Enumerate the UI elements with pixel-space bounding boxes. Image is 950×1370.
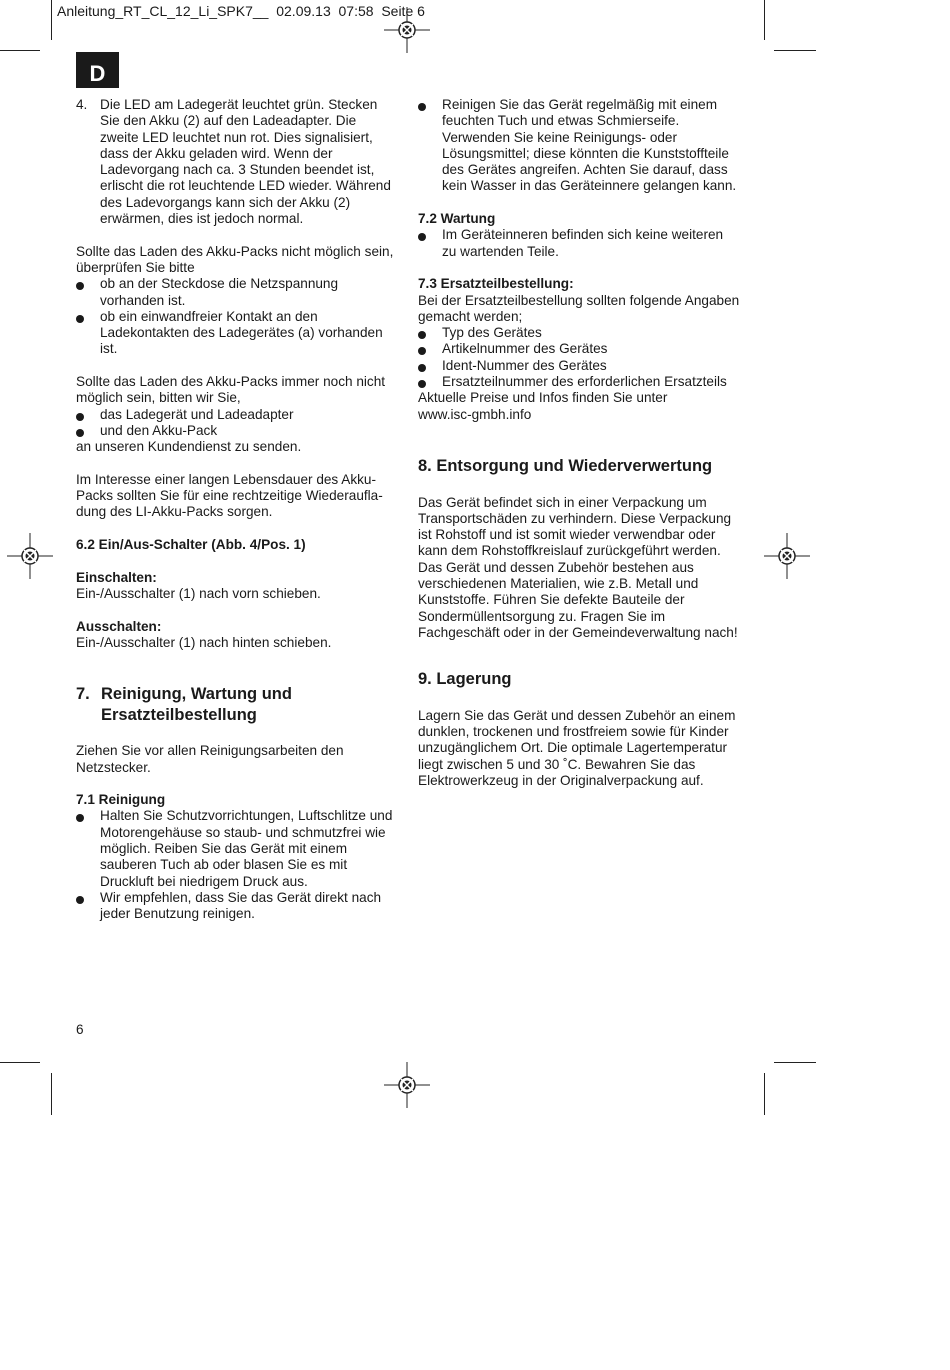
text-line: Sollte das Laden des Akku-Packs immer noch nicht bbox=[76, 374, 386, 390]
list-item bbox=[418, 97, 758, 195]
text-line: Elektrowerkzeug in der Originalverpackung auf. bbox=[418, 772, 704, 788]
list-item bbox=[418, 358, 758, 374]
text-line: ob an der Steckdose die Netzspannung bbox=[100, 276, 339, 292]
list-number: 4. bbox=[76, 97, 88, 112]
text-line: ist. bbox=[100, 341, 118, 357]
text-line: des Gerätes angreifen. Achten Sie darauf, dass bbox=[442, 162, 728, 178]
text-line: unzugänglichem Ort. Die optimale Lagertemperatur bbox=[418, 740, 728, 756]
section-heading: 7.1 Reinigung bbox=[76, 792, 166, 808]
text-line: Ein-/Ausschalter (1) nach hinten schieben. bbox=[76, 634, 332, 650]
text-line: Sondermüllentsorgung zu. Fragen Sie im bbox=[418, 608, 666, 624]
text-line: Netzstecker. bbox=[76, 759, 151, 775]
text-line: das Ladegerät und Ladeadapter bbox=[100, 406, 294, 422]
text-line: sauberen Tuch ab oder blasen Sie es mit bbox=[100, 857, 348, 873]
text-line: Ein-/Ausschalter (1) nach vorn schieben. bbox=[76, 585, 321, 601]
text-line: gemacht werden; bbox=[418, 308, 523, 324]
text-line: kann dem Rohstoffkreislauf zurückgeführt werden. bbox=[418, 543, 721, 559]
text-line: Das Gerät und dessen Zubehör bestehen aus bbox=[418, 559, 694, 575]
section-heading: 6.2 Ein/Aus-Schalter (Abb. 4/Pos. 1) bbox=[76, 537, 306, 553]
list-item bbox=[76, 423, 406, 439]
text-line: Die LED am Ladegerät leuchtet grün. Stecken bbox=[100, 97, 378, 112]
crop-mark bbox=[774, 1062, 816, 1063]
text-line: zweite LED leuchtet nun rot. Dies signalisiert, bbox=[100, 129, 373, 145]
right-column bbox=[418, 97, 758, 789]
registration-mark-icon bbox=[7, 533, 53, 579]
text-line: überprüfen Sie bitte bbox=[76, 259, 195, 275]
heading-line: Ersatzteilbestellung bbox=[101, 705, 257, 724]
text-line: an unseren Kundendienst zu senden. bbox=[76, 439, 302, 455]
text-line: Druckluft bei niedrigem Druck aus. bbox=[100, 873, 308, 889]
crop-mark bbox=[51, 0, 52, 40]
list-item bbox=[418, 227, 758, 260]
text-line: Transportschäden zu verhindern. Diese Verpackung bbox=[418, 510, 732, 526]
page-number: 6 bbox=[76, 1022, 84, 1037]
list-item bbox=[76, 808, 406, 889]
list-item bbox=[418, 325, 758, 341]
crop-mark bbox=[0, 1062, 40, 1063]
text-line: möglich. Reiben Sie das Gerät mit einem bbox=[100, 841, 348, 857]
text-line: Im Interesse einer langen Lebensdauer des Akku- bbox=[76, 471, 377, 487]
print-slug: Anleitung_RT_CL_12_Li_SPK7__ 02.09.13 07:58 Seite 6 bbox=[57, 3, 425, 19]
crop-mark bbox=[764, 0, 765, 40]
text-line: Kunststoffe. Führen Sie defekte Bauteile der bbox=[418, 592, 685, 608]
text-line: Wir empfehlen, dass Sie das Gerät direkt nach bbox=[100, 889, 382, 905]
chapter-heading: 9. Lagerung bbox=[418, 670, 512, 689]
text-line: dung des LI-Akku-Packs sorgen. bbox=[76, 504, 273, 520]
text-line: Packs sollten Sie für eine rechtzeitige Wiederaufla- bbox=[76, 488, 383, 504]
text-line: Sollte das Laden des Akku-Packs nicht möglich sein, bbox=[76, 243, 394, 259]
section-heading: 7.3 Ersatzteilbestellung: bbox=[418, 276, 574, 292]
text-line: Halten Sie Schutzvorrichtungen, Luftschlitze und bbox=[100, 808, 393, 824]
registration-mark-icon bbox=[384, 7, 430, 53]
text-line: Artikelnummer des Gerätes bbox=[442, 341, 608, 357]
chapter-heading: 8. Entsorgung und Wiederverwertung bbox=[418, 456, 713, 475]
text-line: Lösungsmittel; diese könnten die Kunststoffteile bbox=[442, 145, 729, 161]
text-line: des Ladevorgangs kann sich der Akku (2) bbox=[100, 194, 351, 210]
text-line: erlischt die rot leuchtende LED wieder. Während bbox=[100, 178, 391, 194]
text-line: dunklen, trockenen und frostfreiem sowie für Kinder bbox=[418, 724, 729, 740]
text-line: Aktuelle Preise und Infos finden Sie unter bbox=[418, 390, 668, 406]
text-line: verschiedenen Materialien, wie z.B. Metall und bbox=[418, 576, 699, 592]
text-line: Ersatzteilnummer des erforderlichen Ersatzteils bbox=[442, 374, 727, 390]
section-heading: 7.2 Wartung bbox=[418, 211, 496, 227]
list-item bbox=[418, 341, 758, 357]
text-line: ob ein einwandfreier Kontakt an den bbox=[100, 308, 318, 324]
text-line: vorhanden ist. bbox=[100, 292, 186, 308]
text-line: liegt zwischen 5 und 30 ˚C. Bewahren Sie das bbox=[418, 756, 696, 772]
text-line: Reinigen Sie das Gerät regelmäßig mit einem bbox=[442, 97, 718, 112]
text-line: Das Gerät befindet sich in einer Verpackung um bbox=[418, 494, 707, 510]
list-item bbox=[76, 97, 406, 227]
text-line: Verwenden Sie keine Reinigungs- oder bbox=[442, 129, 678, 145]
language-badge: D bbox=[76, 52, 119, 88]
registration-mark-icon bbox=[764, 533, 810, 579]
list-item bbox=[76, 407, 406, 423]
text-line: jeder Benutzung reinigen. bbox=[100, 906, 255, 922]
subheading: Einschalten: bbox=[76, 569, 157, 585]
text-line: Motorengehäuse so staub- und schmutzfrei wie bbox=[100, 824, 386, 840]
crop-mark bbox=[764, 1073, 765, 1115]
text-line: dass der Akku geladen wird. Wenn der bbox=[100, 145, 333, 161]
text-line: erwärmen, dies ist jedoch normal. bbox=[100, 211, 304, 227]
text-line: Fachgeschäft oder in der Gemeindeverwaltung nach! bbox=[418, 624, 738, 640]
text-line: kein Wasser in das Geräteinnere gelangen kann. bbox=[442, 178, 737, 194]
text-line: möglich sein, bitten wir Sie, bbox=[76, 390, 241, 406]
heading-line: Reinigung, Wartung und bbox=[101, 685, 292, 704]
left-column bbox=[76, 97, 406, 923]
text-line: feuchten Tuch und etwas Schmierseife. bbox=[442, 113, 680, 129]
crop-mark bbox=[0, 50, 40, 51]
list-item bbox=[418, 374, 758, 390]
crop-mark bbox=[51, 1073, 52, 1115]
text-line: und den Akku-Pack bbox=[100, 422, 218, 438]
text-line: Ladekontakten des Ladegerätes (a) vorhanden bbox=[100, 325, 383, 341]
text-line: Sie den Akku (2) auf den Ladeadapter. Die bbox=[100, 113, 357, 129]
text-line: Im Geräteinneren befinden sich keine weiteren bbox=[442, 227, 724, 243]
registration-mark-icon bbox=[384, 1062, 430, 1108]
text-line: Typ des Gerätes bbox=[442, 325, 542, 341]
chapter-heading bbox=[76, 684, 406, 725]
text-line: www.isc-gmbh.info bbox=[418, 406, 532, 422]
text-line: Ziehen Sie vor allen Reinigungsarbeiten den bbox=[76, 743, 344, 759]
list-item bbox=[76, 276, 406, 309]
chapter-number: 7. bbox=[76, 685, 90, 704]
text-line: ist Rohstoff und ist somit wieder verwendbar oder bbox=[418, 527, 716, 543]
subheading: Ausschalten: bbox=[76, 618, 162, 634]
text-line: Lagern Sie das Gerät und dessen Zubehör an einem bbox=[418, 707, 736, 723]
list-item bbox=[76, 309, 406, 358]
text-line: Ladevorgang nach ca. 3 Stunden beendet ist, bbox=[100, 162, 375, 178]
text-line: Bei der Ersatzteilbestellung sollten folgende Angaben bbox=[418, 292, 740, 308]
text-line: zu wartenden Teile. bbox=[442, 243, 559, 259]
crop-mark bbox=[774, 50, 816, 51]
text-line: Ident-Nummer des Gerätes bbox=[442, 357, 607, 373]
list-item bbox=[76, 890, 406, 923]
